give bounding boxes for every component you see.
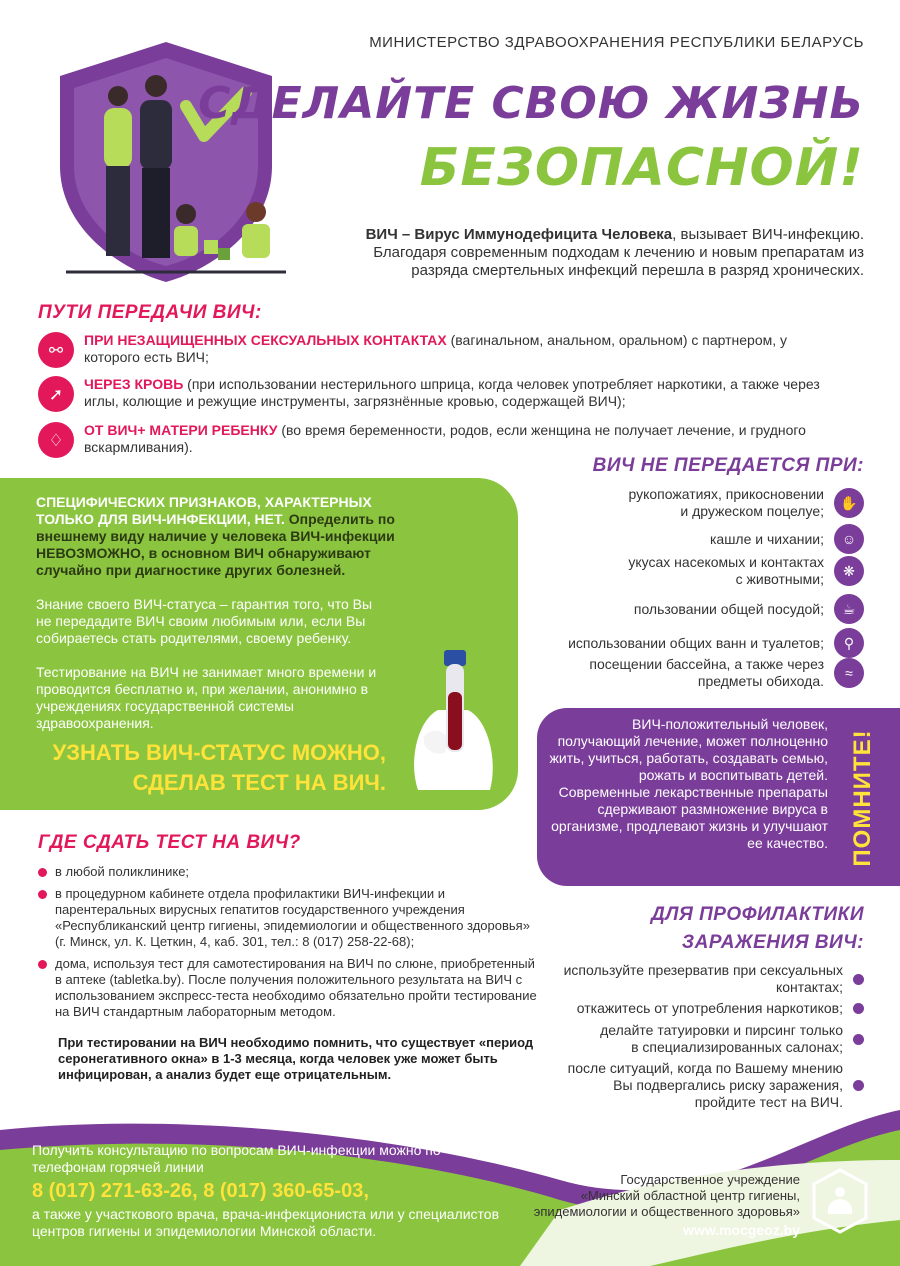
route-bold: ЧЕРЕЗ КРОВЬ [84, 376, 184, 392]
route-bold: ПРИ НЕЗАЩИЩЕННЫХ СЕКСУАЛЬНЫХ КОНТАКТАХ [84, 332, 447, 348]
not-transmitted-item [634, 594, 864, 624]
call-line1: УЗНАТЬ ВИЧ-СТАТУС МОЖНО, [52, 740, 386, 765]
where-item [38, 886, 538, 950]
route-desc: (при использовании нестерильного шприца, когда человек употребляет наркотики, а также через иглы, колющие и режущие инструменты, загрязнённые кровью, содержащей ВИЧ); [84, 376, 820, 409]
prev-line2: контактах; [775, 979, 843, 995]
prev-line1: используйте презерватив при сексуальных [563, 962, 843, 978]
prevention-item [568, 1060, 864, 1111]
baby-bottle-icon: ♢ [38, 422, 74, 458]
cough-icon: ☺ [834, 524, 864, 554]
route-text [84, 332, 828, 366]
prev-line1: откажитесь от употребления наркотиков; [576, 1000, 843, 1016]
prev-line1: делайте татуировки и пирсинг только [600, 1022, 843, 1038]
prev-item-text [577, 1000, 843, 1017]
bullet-dot [853, 1080, 864, 1091]
prevention-heading-line1: ДЛЯ ПРОФИЛАКТИКИ [651, 904, 864, 925]
where-item [38, 956, 538, 1020]
prevention-heading-line2: ЗАРАЖЕНИЯ ВИЧ: [681, 932, 864, 953]
handshake-icon: ✋ [834, 488, 864, 518]
signs-bold: СПЕЦИФИЧЕСКИХ ПРИЗНАКОВ, ХАРАКТЕРНЫХ ТОЛЬКО ДЛЯ ВИЧ-ИНФЕКЦИИ, НЕТ. [36, 494, 372, 527]
intro-paragraph [334, 226, 864, 280]
not-item-line2: с животными; [735, 571, 824, 587]
intro-text: , вызывает ВИЧ-инфекцию. Благодаря современным подходам к лечению и новым препаратам из разряда смертельных инфекций перешла в разряд хронических. [373, 226, 864, 279]
remember-text: ВИЧ-положительный человек, получающий лечение, может полноценно жить, учиться, работать, создавать семью, рожать и воспитывать детей. Современные лекарственные препараты сдерживают размножение вируса в организме, продлевают жизнь и улучшают ее качество. [549, 716, 828, 851]
not-item-text [568, 635, 824, 652]
prev-line2: Вы подвергались риску заражения, [613, 1077, 843, 1093]
route-text [84, 376, 828, 410]
prevention-item [564, 962, 864, 996]
routes-heading: ПУТИ ПЕРЕДАЧИ ВИЧ: [38, 302, 262, 323]
prev-item-text [600, 1022, 843, 1056]
where-item-text: дома, используя тест для самотестирования на ВИЧ по слюне, приобретенный в аптеке (tabletka.by). После получения положительного результата на ВИЧ с использованием экспресс-теста необходимо обязательно пройти тестирование на ВИЧ стандартным лабораторным методом. [55, 956, 537, 1019]
route-desc: (во время беременности, родов, если женщина не получает лечение, и грудного вскармливания). [84, 422, 806, 455]
status-paragraph: Знание своего ВИЧ-статуса – гарантия того, что Вы не передадите ВИЧ своим любимым или, если Вы собираетесь стать родителями, своему ребенку. [36, 596, 373, 646]
shield-family-illustration [36, 36, 296, 286]
not-item-line1: укусах насекомых и контактах [628, 554, 824, 570]
mosquito-icon: ❋ [834, 556, 864, 586]
prev-line1: после ситуаций, когда по Вашему мнению [567, 1060, 843, 1076]
not-transmitted-heading: ВИЧ НЕ ПЕРЕДАЕТСЯ ПРИ: [592, 455, 864, 476]
institution-logo-icon [810, 1168, 870, 1234]
where-heading: ГДЕ СДАТЬ ТЕСТ НА ВИЧ? [38, 832, 301, 853]
footer-institution [460, 1172, 800, 1220]
not-item-line1: рукопожатиях, прикосновении [628, 486, 824, 502]
remember-side-text: ПОМНИТЕ! [849, 729, 876, 867]
not-item-line1: кашле и чихании; [709, 530, 824, 547]
remember-side-label [840, 710, 880, 880]
bullet-dot [38, 960, 47, 969]
bullet-dot [853, 1003, 864, 1014]
not-item-text [628, 554, 824, 588]
intro-bold: ВИЧ – Вирус Иммунодефицита Человека [365, 226, 673, 243]
bullet-dot [853, 974, 864, 985]
route-item [38, 422, 828, 458]
not-transmitted-item [710, 524, 864, 554]
ministry-label: МИНИСТЕРСТВО ЗДРАВООХРАНЕНИЯ РЕСПУБЛИКИ БЕЛАРУСЬ [369, 34, 864, 51]
not-item-text [628, 486, 824, 520]
footer-consult: Получить консультацию по вопросам ВИЧ-инфекции можно по телефонам горячей линии [32, 1142, 441, 1175]
cup-icon: ☕ [834, 594, 864, 624]
where-item-text: в любой поликлинике; [55, 864, 190, 879]
not-item-text [589, 656, 824, 690]
not-item-line2: и дружеском поцелуе; [680, 503, 824, 519]
route-desc: (вагинальном, анальном, оральном) с партнером, у которого есть ВИЧ; [84, 332, 788, 365]
prev-line2: в специализированных салонах; [631, 1039, 843, 1055]
footer-phones: 8 (017) 271-63-26, 8 (017) 360-65-03, [32, 1180, 369, 1202]
footer-url[interactable]: www.mocgeoz.by [683, 1222, 800, 1238]
signs-paragraph [36, 494, 416, 579]
not-transmitted-item [628, 554, 864, 588]
test-tube-glove-illustration [398, 640, 510, 800]
not-transmitted-item [568, 628, 864, 658]
signs-call-to-action [36, 738, 386, 798]
bullet-dot [38, 868, 47, 877]
where-item-text: в процедурном кабинете отдела профилактики ВИЧ-инфекции и парентеральных вирусных гепатитов государственного учреждения «Республиканский центр гигиены, эпидемиологии и общественного здоровья» (г. Минск, ул. К. Цеткин, 4, каб. 301, тел.: 8 (017) 258-22-68); [55, 886, 530, 949]
route-item [38, 332, 828, 368]
inst-line1: Государственное учреждение [620, 1172, 800, 1187]
not-item-line1: использовании общих ванн и туалетов; [568, 634, 824, 651]
title-line1: СДЕЛАЙТЕ СВОЮ ЖИЗНЬ [198, 78, 864, 129]
prevention-item [577, 1000, 864, 1017]
prev-line3: пройдите тест на ВИЧ. [694, 1094, 843, 1110]
not-item-text [634, 601, 824, 618]
route-item [38, 376, 828, 412]
title-line2: БЕЗОПАСНОЙ! [419, 138, 864, 198]
footer-also: а также у участкового врача, врача-инфекциониста или у специалистов центров гигиены и эпидемиологии Минской области. [32, 1206, 500, 1239]
not-item-line1: посещении бассейна, а также через [589, 656, 824, 672]
not-item-text [710, 531, 824, 548]
inst-line3: эпидемиологии и общественного здоровья» [533, 1204, 800, 1219]
inst-line2: «Минский областной центр гигиены, [580, 1188, 800, 1203]
route-bold: ОТ ВИЧ+ МАТЕРИ РЕБЕНКУ [84, 422, 278, 438]
not-transmitted-item [589, 656, 864, 690]
seronegative-note: При тестировании на ВИЧ необходимо помнить, что существует «период серонегативного окна» в 1-3 месяца, когда человек уже может быть инфицирован, а анализ будет еще отрицательным. [58, 1035, 534, 1082]
couple-icon: ⚯ [38, 332, 74, 368]
bullet-dot [38, 890, 47, 899]
pool-icon: ≈ [834, 658, 864, 688]
prev-item-text [568, 1060, 843, 1111]
not-transmitted-item [628, 486, 864, 520]
call-line2: СДЕЛАВ ТЕСТ НА ВИЧ. [132, 770, 386, 795]
testing-paragraph: Тестирование на ВИЧ не занимает много времени и проводится бесплатно и, при желании, анонимно в учреждениях государственной системы здравоохранения. [36, 664, 377, 731]
syringe-icon: ➚ [38, 376, 74, 412]
prev-item-text [564, 962, 843, 996]
not-item-line2: предметы обихода. [697, 673, 824, 689]
signs-dark: Определить по внешнему виду наличие у человека ВИЧ-инфекции НЕВОЗМОЖНО, в основном ВИЧ обнаруживают случайно при диагностике других болезней. [36, 511, 395, 578]
bullet-dot [853, 1034, 864, 1045]
where-item [38, 864, 538, 880]
not-item-line1: пользовании общей посудой; [633, 600, 824, 617]
prevention-item [600, 1022, 864, 1056]
toilet-icon: ⚲ [834, 628, 864, 658]
route-text [84, 422, 828, 456]
